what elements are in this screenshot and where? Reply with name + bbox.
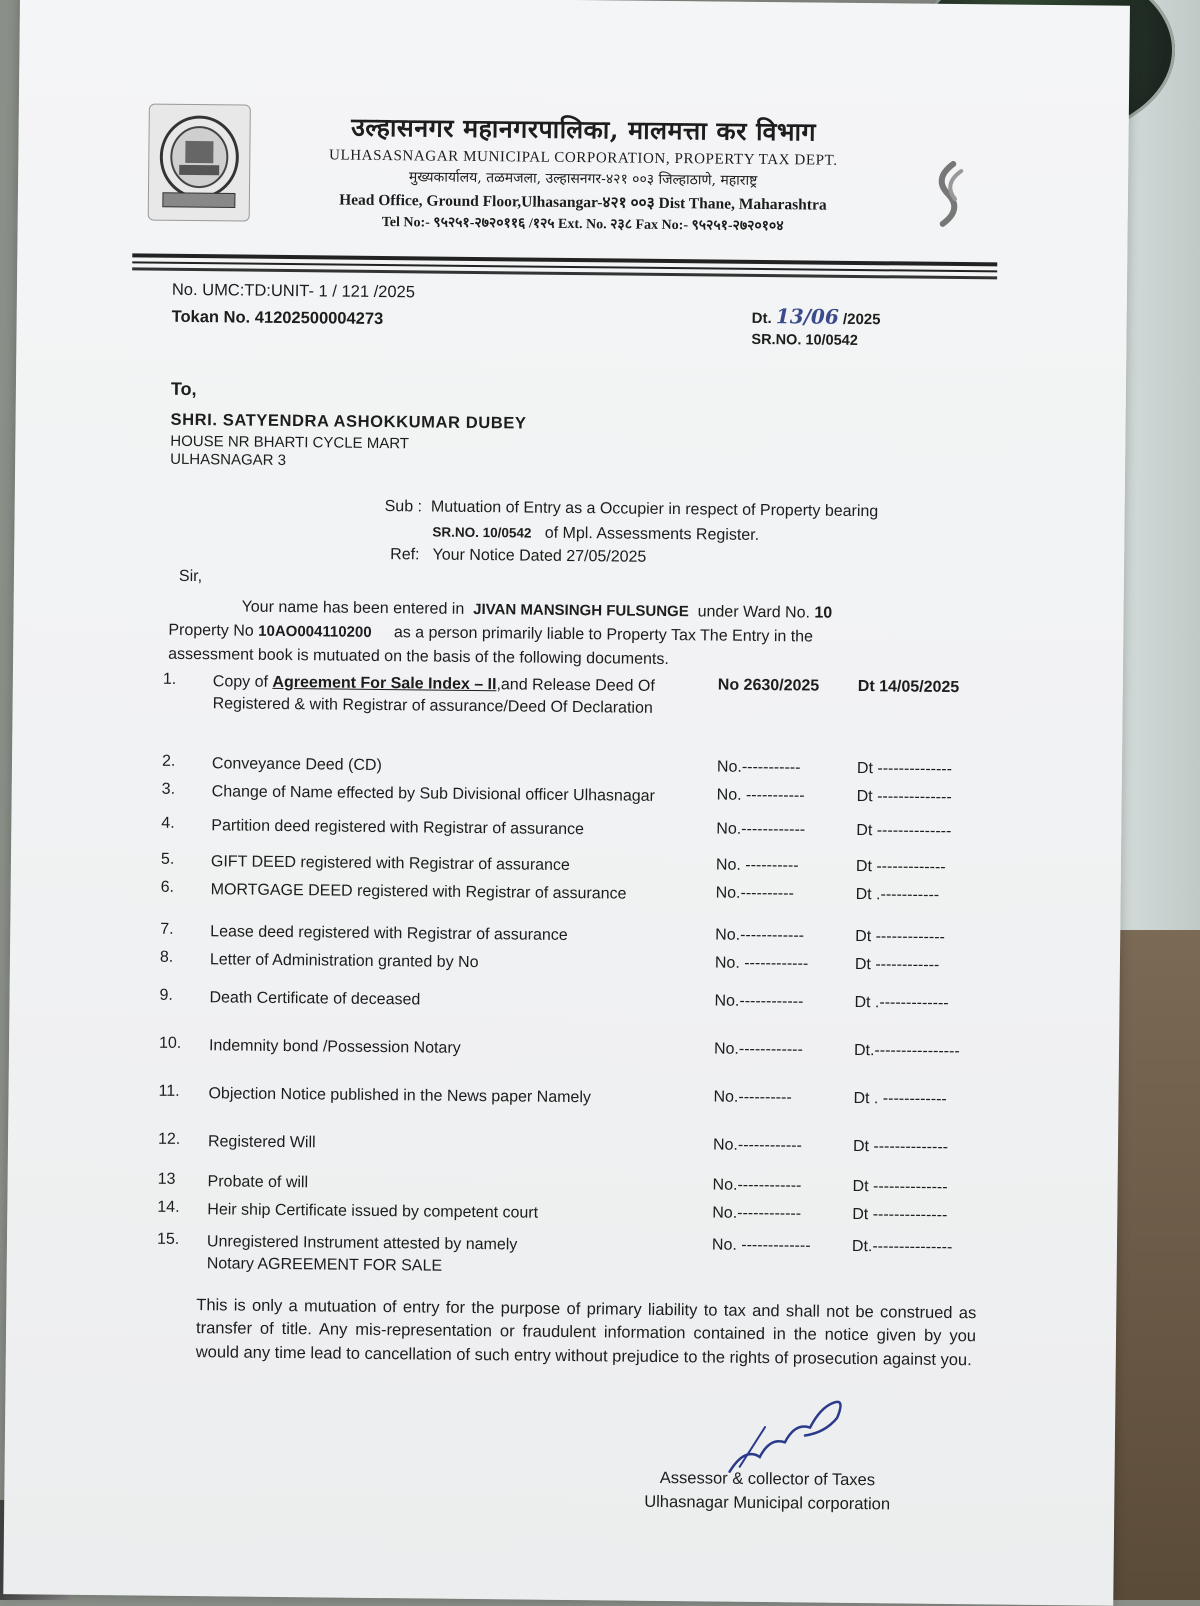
item-date-field: Dt .----------- [855, 885, 940, 904]
reference-label: Ref: [390, 546, 420, 564]
item-text: Heir ship Certificate issued by competent court [207, 1201, 539, 1222]
item-date-field: Dt 14/05/2025 [857, 677, 960, 697]
reference-line [390, 546, 646, 567]
item-text-suffix: ,and Release Deed Of Registered & with Registrar of assurance/Deed Of Declaration [212, 676, 655, 718]
letterhead-contact: Tel No:- ९५२५१-२७२०११६ /१२५ Ext. No. २३८ Fax No:- ९५२५१-२७२०१०४ [381, 214, 784, 235]
item-number: 11. [158, 1082, 180, 1100]
item-text: Death Certificate of deceased [209, 989, 421, 1009]
item-number-field: No. ------------- [711, 1236, 811, 1255]
item-date-field: Dt .------------- [854, 993, 949, 1012]
item-number-field: No.------------ [712, 1136, 802, 1155]
body-line: assessment book is mutuated on the basis of the following documents. [168, 645, 669, 669]
item-number-field: No. ---------- [715, 856, 799, 875]
item-number-field: No.---------- [713, 1088, 792, 1107]
token-number: Tokan No. 41202500004273 [171, 307, 384, 329]
item-date-field: Dt . ------------ [853, 1089, 947, 1108]
body-text: Property No [168, 621, 254, 640]
item-number: 15. [156, 1230, 180, 1248]
item-text: Objection Notice published in the News paper Namely [208, 1085, 592, 1107]
list-item [158, 1034, 989, 1061]
date-prefix: Dt. [751, 309, 772, 328]
list-item [159, 948, 990, 974]
signature-block [644, 1467, 890, 1517]
item-number-field: No.------------ [714, 992, 804, 1011]
body-text: Your name has been entered in [241, 598, 465, 618]
list-item [160, 878, 991, 904]
item-date-field: Dt ------------ [854, 955, 940, 974]
letterhead-title-english: ULHASASNAGAR MUNICIPAL CORPORATION, PROPERTY TAX DEPT. [328, 147, 838, 169]
list-item [161, 814, 991, 840]
item-date-field: Dt ------------- [855, 857, 946, 876]
subject-sr-text: of Mpl. Assessments Register. [544, 524, 760, 544]
item-date-field: Dt -------------- [856, 821, 952, 840]
subject-sr-ref: SR.NO. 10/0542 [432, 524, 532, 541]
item-date-field: Dt.--------------- [851, 1237, 953, 1257]
item-date-field: Dt -------------- [852, 1177, 948, 1196]
item-number: 3. [161, 780, 176, 798]
addressee-line: HOUSE NR BHARTI CYCLE MART [170, 432, 410, 453]
item-number-field: No. ------------ [714, 954, 809, 973]
item-text: Change of Name effected by Sub Divisional officer Ulhasnagar [211, 783, 655, 805]
list-item [157, 1130, 988, 1156]
sr-number: SR.NO. 10/0542 [751, 331, 858, 349]
document-page [3, 0, 1130, 1606]
item-text: Lease deed registered with Registrar of assurance [210, 923, 568, 944]
item-text: Conveyance Deed (CD) [211, 755, 382, 775]
item-number: 10. [158, 1034, 182, 1052]
list-item [157, 1198, 987, 1224]
item-number-field: No. ----------- [716, 786, 805, 805]
letterhead-address-marathi: मुख्यकार्यालय, तळमजला, उल्हासनगर-४२१ ००३ जिल्हाठाणे, महाराष्ट्र [408, 169, 758, 189]
list-item [161, 780, 992, 806]
list-item [160, 920, 990, 946]
item-text-highlight: Agreement For Sale Index – II [272, 673, 497, 694]
item-number: 7. [160, 920, 174, 938]
list-item [159, 986, 990, 1012]
item-number: 6. [160, 878, 175, 896]
item-number: 14. [157, 1198, 180, 1216]
subject-label: Sub : [384, 498, 423, 516]
subject-line [385, 498, 879, 521]
item-text: Probate of will [207, 1173, 309, 1192]
item-text: Partition deed registered with Registrar of assurance [211, 817, 585, 839]
list-item [161, 752, 992, 778]
date-line [752, 304, 881, 329]
entered-name: JIVAN MANSINGH FULSUNGE [473, 600, 689, 621]
property-number: 10AO004110200 [258, 622, 372, 641]
item-number-field: No 2630/2025 [717, 676, 820, 695]
letterhead-title-marathi: उल्हासनगर महानगरपालिका, मालमत्ता कर विभाग [351, 112, 817, 147]
item-number: 1. [162, 670, 177, 688]
subject-text: Mutuation of Entry as a Occupier in respect of Property bearing [430, 498, 879, 521]
item-number-field: No.------------ [712, 1204, 802, 1223]
body-text: under Ward No. [697, 603, 811, 622]
item-text-prefix: Copy of [212, 673, 273, 691]
body-text: as a person primarily liable to Property Tax The Entry in the [393, 624, 814, 646]
list-item [156, 1230, 987, 1276]
item-number: 8. [159, 948, 174, 966]
addressee-to: To, [170, 378, 197, 400]
reference-number: No. UMC:TD:UNIT- 1 / 121 /2025 [171, 280, 416, 302]
list-item [158, 1082, 989, 1108]
item-number-field: No.------------ [715, 926, 805, 945]
date-year: /2025 [842, 310, 881, 329]
municipal-logo-icon [148, 104, 251, 222]
item-date-field: Dt -------------- [856, 787, 952, 806]
addressee-line: ULHASNAGAR 3 [170, 450, 287, 469]
addressee-name: SHRI. SATYENDRA ASHOKKUMAR DUBEY [170, 410, 527, 433]
signatory-organisation: Ulhasnagar Municipal corporation [644, 1492, 891, 1514]
ward-number: 10 [814, 604, 833, 622]
item-date-field: Dt.---------------- [853, 1041, 960, 1061]
item-date-field: Dt -------------- [852, 1137, 949, 1156]
signatory-role: Assessor & collector of Taxes [659, 1468, 876, 1490]
salutation: Sir, [178, 567, 203, 586]
item-number: 9. [159, 986, 173, 1004]
item-text: MORTGAGE DEED registered with Registrar of assurance [210, 881, 627, 903]
item-number: 2. [161, 752, 176, 770]
body-line [242, 599, 833, 623]
item-text: GIFT DEED registered with Registrar of assurance [210, 853, 570, 874]
item-date-field: Dt ------------- [855, 927, 946, 946]
list-item [157, 1170, 988, 1196]
item-number-field: No.------------ [712, 1176, 802, 1195]
item-text: Indemnity bond /Possession Notary [208, 1037, 461, 1057]
document-list [156, 670, 993, 1276]
letterhead [263, 109, 904, 237]
item-text: Letter of Administration granted by No [209, 951, 479, 972]
emblem-icon [913, 159, 984, 240]
item-text: Registered Will [207, 1133, 316, 1152]
item-number-field: No.------------ [716, 820, 806, 839]
item-number: 13 [157, 1170, 176, 1188]
letterhead-address-english: Head Office, Ground Floor,Ulhasangar-४२१ ००३ Dist Thane, Maharashtra [339, 191, 827, 214]
item-number: 4. [161, 814, 175, 832]
item-date-field: Dt -------------- [852, 1205, 948, 1224]
item-text [212, 671, 712, 721]
item-number-field: No.----------- [716, 758, 801, 777]
item-number: 5. [160, 850, 175, 868]
item-number-field: No.------------ [713, 1040, 803, 1059]
subject-sr-line [432, 524, 759, 545]
item-text: Unregistered Instrument attested by namely Notary AGREEMENT FOR SALE [206, 1233, 518, 1276]
disclaimer-paragraph: This is only a mutuation of entry for the purpose of primary liability to tax and shall not be construed as transfer of title. Any mis-representation or fraudulent information contained in the notice given by you would any time lead to cancellation of such entry without prejudice to the rights of prosecution against you. [195, 1296, 977, 1370]
item-number: 12. [157, 1130, 181, 1148]
date-handwritten: 13/06 [775, 304, 839, 329]
item-number-field: No.---------- [715, 884, 794, 903]
item-date-field: Dt -------------- [856, 759, 953, 778]
list-item [160, 850, 991, 876]
body-line [168, 622, 813, 647]
reference-text: Your Notice Dated 27/05/2025 [432, 546, 647, 566]
list-item [162, 670, 993, 718]
